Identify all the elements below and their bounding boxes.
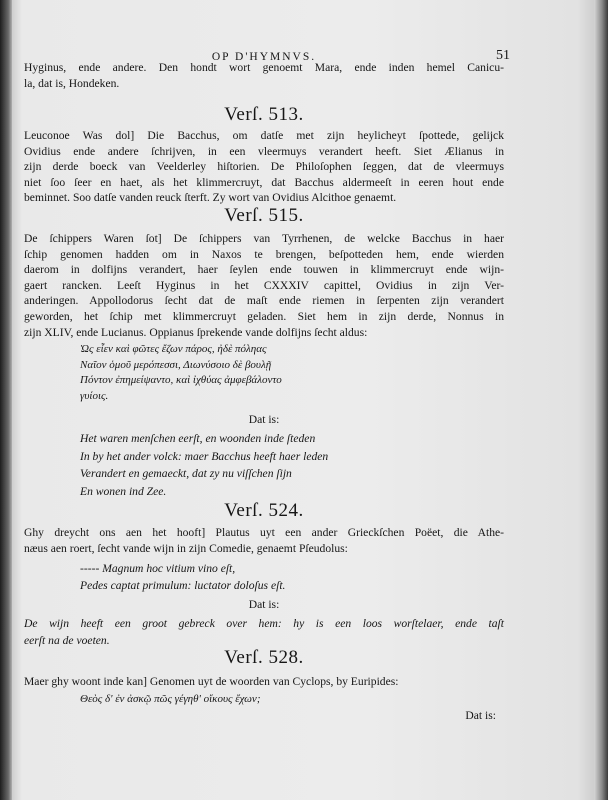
text-line: De wijn heeft een groot gebreck over hem: hy is een loos worſtelaer, ende taſt — [24, 617, 504, 630]
verse-line: Het waren menſchen eerſt, en woonden inde ſteden — [80, 432, 316, 445]
text-line: Ghy dreycht ons aen het hooft] Plautus uyt een ander Grieckſchen Poëet, die Athe- — [24, 526, 504, 539]
text-line: gaert rancken. Leeſt Hyginus in het CXXXIV capittel, Ovidius in zijn Ver- — [24, 278, 504, 292]
commentary-paragraph — [24, 674, 504, 690]
text-line: la, dat is, Hondeken. — [24, 76, 120, 90]
dat-is-label: Dat is: — [465, 709, 496, 722]
running-head: OP D'HYMNVS. — [211, 51, 317, 63]
greek-line: Ὡς εἶεν καὶ φῶτες ἔζων πάρος, ἠδὲ πόληας — [80, 343, 267, 355]
greek-quotation — [80, 342, 504, 404]
section-heading: Verſ. 513. — [224, 104, 304, 125]
section-heading: Verſ. 515. — [224, 205, 304, 226]
greek-line: Πόντον ἐπημείψαντο, καὶ ἰχθύας ἀμφεβάλοντο — [80, 374, 282, 387]
text-line: anderingen. Appollodorus ſecht dat de maſt ende riemen in ſerpenten zijn verandert — [24, 294, 504, 308]
text-line: Hyginus, ende andere. Den hondt wort genoemt Mara, ende inden hemel Canicu- — [24, 61, 504, 74]
intro-paragraph — [24, 60, 504, 91]
text-line: geworden, het ſchip met klimmercruyt geladen. Siet hem in zijn derde, Nonnus in — [24, 309, 504, 323]
page-number: 51 — [496, 48, 510, 63]
text-line: zijn XLIV, ende Lucianus. Oppianus ſprekende vande dolfijns ſecht aldus: — [24, 325, 368, 339]
text-line: Maer ghy woont inde kan] Genomen uyt de woorden van Cyclops, by Euripides: — [24, 675, 399, 688]
text-line: eerſt na de voeten. — [24, 634, 110, 647]
commentary-paragraph — [24, 231, 504, 340]
verse-line: In by het ander volck: maer Bacchus heeft haer leden — [80, 449, 329, 463]
greek-quotation — [80, 692, 504, 708]
commentary-paragraph — [24, 128, 504, 206]
text-line: Leuconoe Was dol] Die Bacchus, om datſe met zijn heylicheyt ſpottede, gelijck — [24, 129, 504, 142]
greek-line: Θεὸς δ' ἐν ἀσκῷ πῶς γέγηθ' οἴκους ἔχων; — [80, 693, 261, 705]
verse-line: En wonen ind Zee. — [80, 484, 167, 498]
verse-translation — [80, 430, 504, 500]
verse-line: Verandert en gemaeckt, dat zy nu viſſchen ſijn — [80, 467, 292, 480]
text-line: daerom in dolfijns verandert, haer ſeylen ende touwen in klimmercruyt ende wijn- — [24, 263, 504, 277]
latin-line: ----- Magnum hoc vitium vino eſt, — [80, 562, 236, 575]
text-line: næus aen roert, ſecht vande wijn in zijn Comedie, genaemt Pſeudolus: — [24, 541, 348, 555]
section-heading: Verſ. 528. — [224, 647, 304, 668]
prose-translation — [24, 615, 504, 649]
latin-line: Pedes captat primulum: luctator doloſus eſt. — [80, 579, 286, 592]
text-line: Ovidius ende andere ſchrijven, in een vleermuys verandert heeft. Siet Ælianus in — [24, 144, 504, 158]
latin-quotation — [80, 560, 504, 594]
dat-is-label: Dat is: — [248, 413, 280, 426]
greek-line: Ναῖον ὁμοῦ μερόπεσσι, Διωνύσοιο δὲ βουλῇ — [80, 358, 272, 371]
greek-line: γυίοις. — [80, 389, 109, 402]
text-line: zijn derde boeck van Veelderley hiſtorien. De Philoſophen ſeggen, dat de vleermuys — [24, 160, 504, 174]
text-line: De ſchippers Waren ſot] De ſchippers van Tyrrhenen, de welcke Bacchus in haer — [24, 232, 504, 245]
book-spine — [0, 0, 12, 800]
text-line: ſchip genomen hadden om in Naxos te brengen, beſpotteden hem, ende wierden — [24, 247, 504, 261]
page-edge — [594, 0, 608, 800]
commentary-paragraph — [24, 525, 504, 556]
text-line: niet ſoo ſeer en haet, als het klimmercruyt, dat Bacchus aldermeeſt in eeren hout ende — [24, 175, 504, 189]
text-line: beminnet. Soo datſe vanden reuck ſterft. Zy wort van Ovidius Alcithoe genaemt. — [24, 191, 397, 205]
dat-is-label: Dat is: — [248, 598, 280, 611]
section-heading: Verſ. 524. — [224, 500, 304, 521]
